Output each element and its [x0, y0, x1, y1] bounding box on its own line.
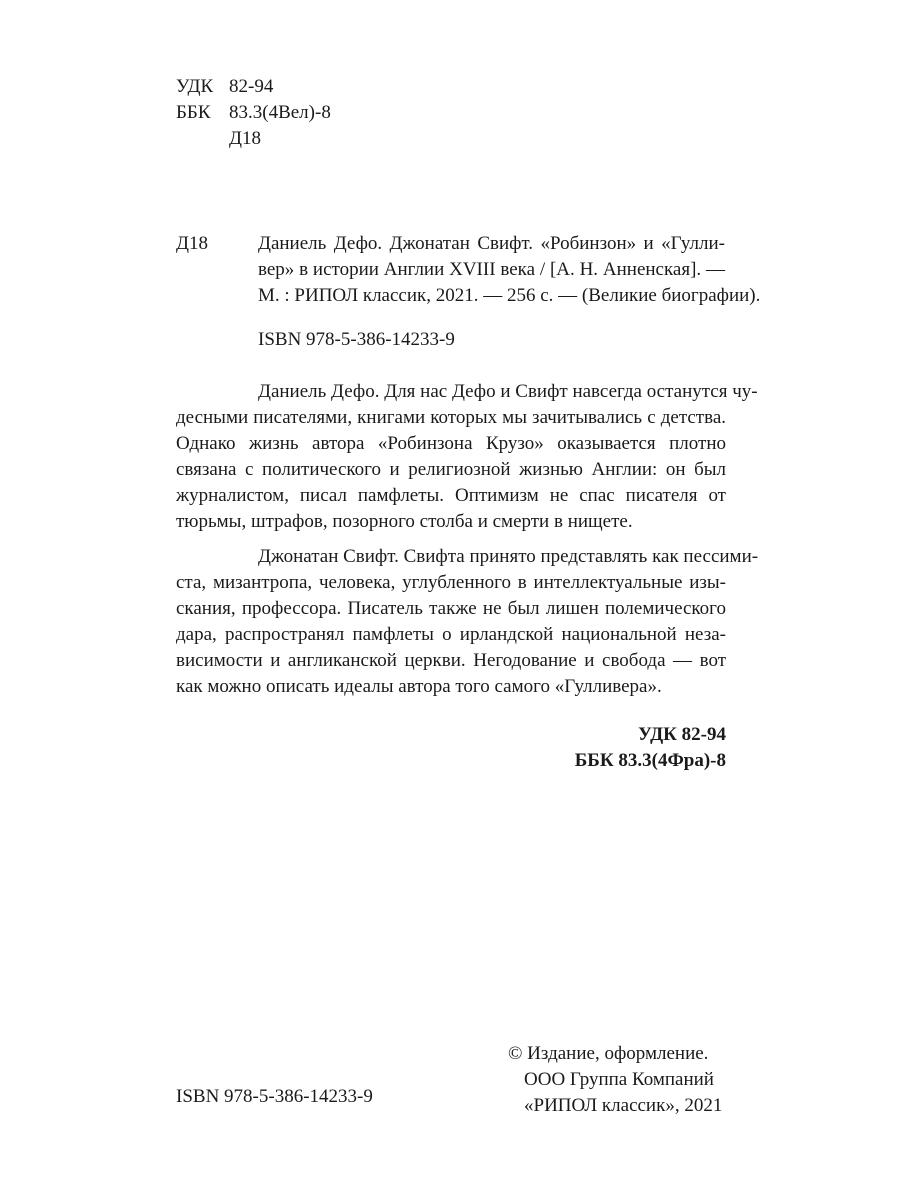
annotation-line: скания, профессора. Писатель также не был лишен полемического: [176, 598, 726, 619]
annotation-line: Даниель Дефо. Для нас Дефо и Свифт навсегда останутся чу-: [258, 381, 758, 402]
annotation-line: висимости и англиканской церкви. Негодование и свобода — вот: [176, 650, 726, 671]
annotation-line: дара, распространял памфлеты о ирландской национальной неза-: [176, 624, 726, 645]
publisher-line: ООО Группа Компаний: [524, 1069, 714, 1090]
bibliographic-line: Даниель Дефо. Джонатан Свифт. «Робинзон» и «Гулли-: [258, 233, 725, 254]
annotation-line: связана с политического и религиозной жизнью Англии: он был: [176, 459, 726, 480]
copyright-line: © Издание, оформление.: [508, 1043, 709, 1064]
annotation-line: как можно описать идеалы автора того самого «Гулливера».: [176, 676, 662, 697]
annotation-swift: [176, 544, 759, 700]
author-sign: Д18: [229, 128, 261, 149]
annotation-defoe: [176, 379, 758, 535]
publisher-year-line: «РИПОЛ классик», 2021: [524, 1095, 723, 1116]
annotation-line: Джонатан Свифт. Свифта принято представлять как пессими-: [258, 546, 759, 567]
annotation-line: тюрьмы, штрафов, позорного столба и смерти в нищете.: [176, 511, 633, 532]
bbk-label: ББК: [176, 102, 211, 123]
bibliographic-line: М. : РИПОЛ классик, 2021. — 256 с. — (Великие биографии).: [258, 285, 761, 306]
bibliographic-code: Д18: [176, 233, 208, 254]
bibliographic-line: вер» в истории Англии XVIII века / [А. Н. Анненская]. —: [258, 259, 725, 280]
isbn-footer: ISBN 978-5-386-14233-9: [176, 1086, 373, 1107]
final-bbk-code: ББК 83.3(4Фра)-8: [574, 750, 726, 771]
annotation-line: журналистом, писал памфлеты. Оптимизм не спас писателя от: [176, 485, 726, 506]
annotation-line: ста, мизантропа, человека, углубленного в интеллектуальные изы-: [176, 572, 726, 593]
isbn-entry: ISBN 978-5-386-14233-9: [258, 329, 455, 350]
udk-value: 82-94: [229, 76, 274, 97]
copyright-block: [508, 1041, 722, 1119]
bibliographic-description: [258, 231, 761, 309]
bbk-value: 83.3(4Вел)-8: [229, 102, 331, 123]
final-udk-code: УДК 82-94: [638, 724, 726, 745]
annotation-line: десными писателями, книгами которых мы зачитывались с детства.: [176, 407, 726, 428]
udk-label: УДК: [176, 76, 214, 97]
annotation-line: Однако жизнь автора «Робинзона Крузо» оказывается плотно: [176, 433, 726, 454]
